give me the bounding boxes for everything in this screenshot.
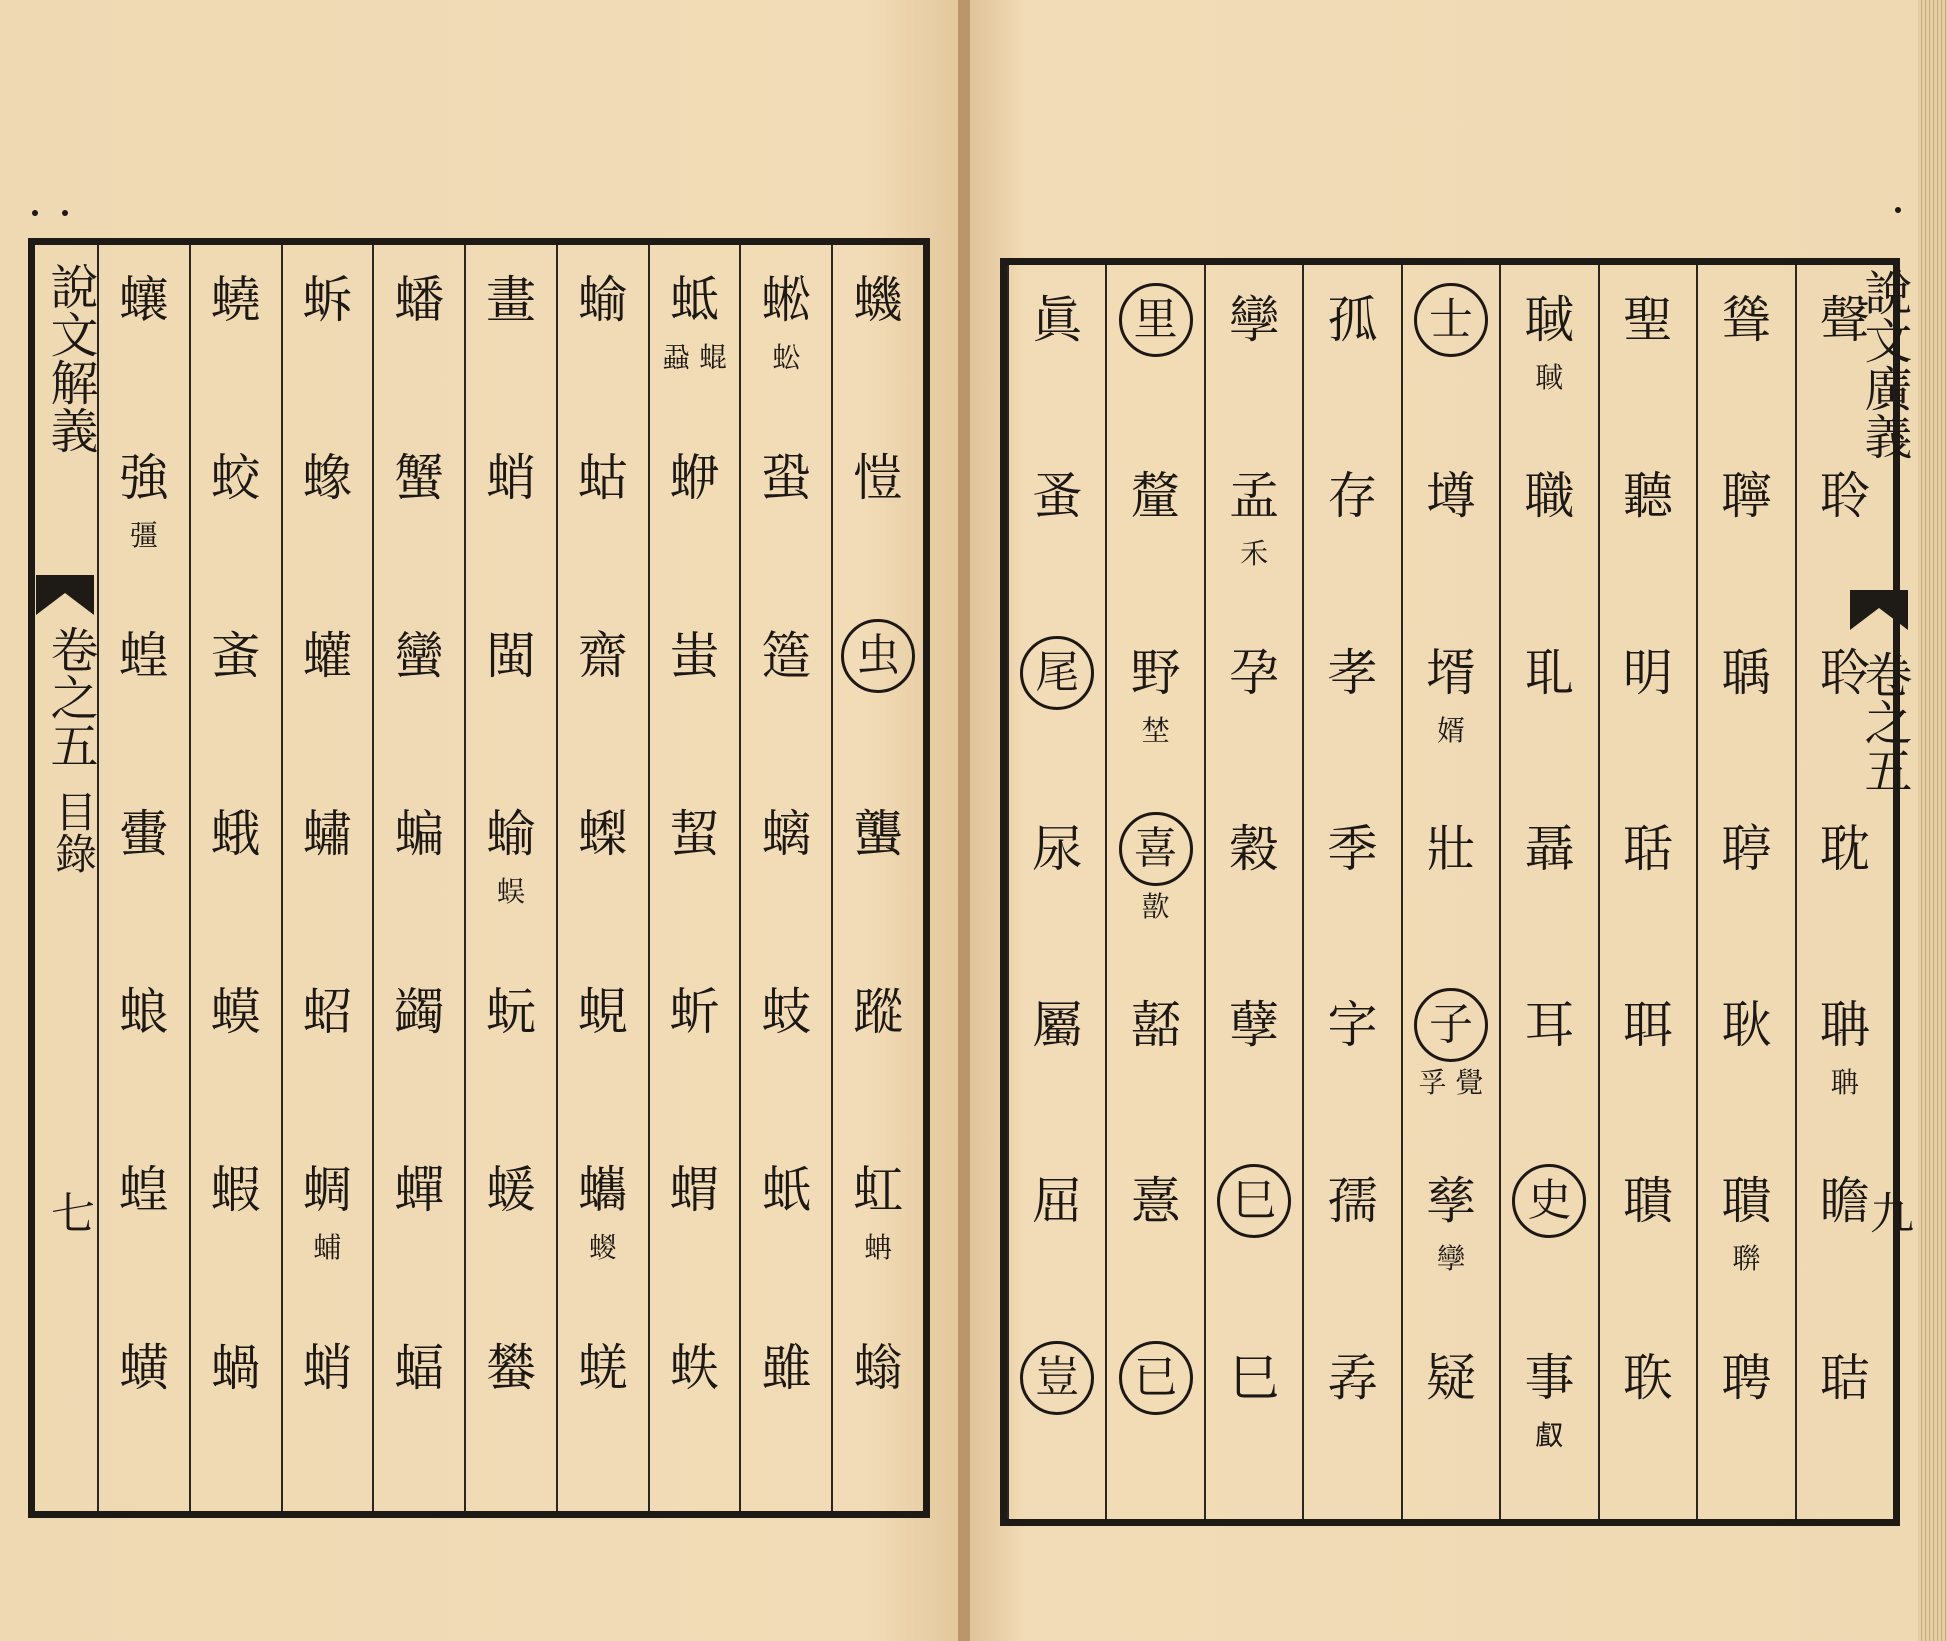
glyph-cell: 虫 (833, 611, 923, 701)
glyph-cell: 子 (1403, 980, 1499, 1070)
glyph-cell: 蝓 (485, 805, 536, 863)
glyph-cell: 蟥 (118, 1339, 169, 1397)
glyph-cell: 嚭 (1130, 996, 1181, 1055)
text-column (189, 245, 281, 1511)
left-margin-volume: 卷之五 (42, 625, 98, 769)
glyph-cell: 聒 (1622, 819, 1673, 878)
glyph-cell: 蠪 (853, 805, 904, 863)
glyph-cell: 蟣 (853, 271, 904, 329)
text-column (281, 245, 373, 1511)
glyph-cell: 蛜 (669, 449, 720, 507)
glyph-cell: 蝗 (118, 1161, 169, 1219)
glyph-cell: 孝 (1327, 643, 1378, 702)
glyph-cell: 蚑 (761, 983, 812, 1041)
glyph-cell: 聃 (1819, 996, 1870, 1055)
glyph-cell: 孿 (1229, 291, 1280, 349)
glyph-cell: 已 (1107, 1333, 1203, 1423)
glyph-cell: 孤 (1327, 291, 1378, 349)
glyph-cell: 孟 (1229, 467, 1280, 526)
glyph-cell: 蚸 (302, 271, 353, 329)
glyph-cell: 愷 (853, 449, 904, 507)
glyph-cell: 聝 (1524, 291, 1575, 349)
right-margin-title: 說文廣義 (1856, 268, 1912, 460)
annotation-note: 歖 (1141, 889, 1170, 923)
glyph-cell: 螭 (761, 805, 812, 863)
glyph-cell: 蛟 (210, 449, 261, 507)
glyph-cell: 蠜 (485, 1339, 536, 1397)
left-margin-title: 說文解義 (42, 262, 98, 454)
margin-dot (1895, 207, 1901, 213)
glyph-cell: 耴 (1524, 643, 1575, 702)
glyph-cell: 蛪 (669, 805, 720, 863)
glyph-cell: 蝗 (118, 627, 169, 685)
glyph-cell: 釐 (1130, 467, 1181, 526)
annotation-note: 蚣 (772, 341, 801, 374)
glyph-cell: 蛾 (210, 805, 261, 863)
glyph-cell: 壿 (1425, 467, 1476, 526)
glyph-cell: 疑 (1425, 1348, 1476, 1407)
glyph-cell: 雖 (761, 1339, 812, 1397)
glyph-cell: 耿 (1721, 996, 1772, 1055)
glyph-cell: 蚳 (669, 271, 720, 329)
text-column (1105, 265, 1203, 1519)
glyph-cell: 蚖 (485, 983, 536, 1041)
glyph-cell: 瞻 (1819, 1172, 1870, 1231)
glyph-cell: 蟬 (394, 1161, 445, 1219)
glyph-cell: 聆 (1819, 643, 1870, 702)
annotation-note: 蜈 (496, 875, 525, 908)
glyph-cell: 蝓 (577, 271, 628, 329)
page-edges (1918, 0, 1947, 1641)
fish-tail-ornament (36, 575, 94, 615)
annotation-note: 埜 (1141, 713, 1170, 747)
text-column (1499, 265, 1597, 1519)
glyph-cell: 聤 (1721, 819, 1772, 878)
glyph-cell: 穀 (1229, 819, 1280, 878)
text-column (739, 245, 831, 1511)
annotation-note: 孚 覺 (1418, 1066, 1484, 1100)
glyph-cell: 職 (1524, 467, 1575, 526)
glyph-cell: 蠻 (394, 627, 445, 685)
glyph-cell: 孺 (1327, 1172, 1378, 1231)
text-column (648, 245, 740, 1511)
glyph-cell: 存 (1327, 467, 1378, 526)
annotation-note: 婿 (1436, 713, 1465, 747)
glyph-cell: 蛁 (302, 983, 353, 1041)
glyph-cell: 聽 (1622, 467, 1673, 526)
left-columns (97, 245, 923, 1511)
text-column (464, 245, 556, 1511)
text-column (1401, 265, 1499, 1519)
left-margin-section: 目錄 (49, 790, 98, 874)
glyph-cell: 閩 (485, 627, 536, 685)
text-column (1007, 265, 1105, 1519)
text-column (1302, 265, 1400, 1519)
glyph-cell: 蟰 (302, 805, 353, 863)
glyph-cell: 屬 (1032, 996, 1083, 1055)
text-column (1696, 265, 1794, 1519)
annotation-note: 禾 (1240, 537, 1269, 571)
annotation-note: 𠭯 (1535, 1418, 1564, 1452)
right-margin-volume: 卷之五 (1856, 650, 1912, 794)
glyph-cell: 季 (1327, 819, 1378, 878)
glyph-cell: 蝟 (669, 1161, 720, 1219)
glyph-cell: 喜 (1107, 804, 1203, 894)
glyph-cell: 屈 (1032, 1172, 1083, 1231)
glyph-cell: 事 (1524, 1348, 1575, 1407)
glyph-cell: 蚩 (669, 627, 720, 685)
glyph-cell: 野 (1130, 643, 1181, 702)
glyph-cell: 蛸 (302, 1339, 353, 1397)
glyph-cell: 蜆 (577, 983, 628, 1041)
annotation-note: 聨 (1732, 1242, 1761, 1276)
glyph-cell: 蟗 (118, 805, 169, 863)
text-column (831, 245, 923, 1511)
text-column (97, 245, 189, 1511)
glyph-cell: 聹 (1721, 467, 1772, 526)
glyph-cell: 蟠 (394, 271, 445, 329)
glyph-cell: 眞 (1032, 291, 1083, 349)
glyph-cell: 蛸 (485, 449, 536, 507)
glyph-cell: 聲 (1819, 291, 1870, 349)
glyph-cell: 明 (1622, 643, 1673, 702)
annotation-note: 蝬 (588, 1231, 617, 1264)
glyph-cell: 聶 (1524, 819, 1575, 878)
annotation-note: 蚺 (864, 1231, 893, 1264)
annotation-note: 蜅 (313, 1231, 342, 1264)
glyph-cell: 巳 (1229, 1348, 1280, 1407)
glyph-cell: 史 (1501, 1156, 1597, 1246)
glyph-cell: 蜋 (118, 983, 169, 1041)
glyph-cell: 聑 (1622, 996, 1673, 1055)
text-column (1204, 265, 1302, 1519)
glyph-cell: 簉 (761, 627, 812, 685)
glyph-cell: 蚔 (761, 1161, 812, 1219)
glyph-cell: 蠲 (394, 983, 445, 1041)
right-leaf-number: 九 (1862, 1190, 1913, 1234)
glyph-cell: 聅 (1622, 1348, 1673, 1407)
glyph-cell: 畫 (485, 271, 536, 329)
glyph-cell: 蚤 (1032, 467, 1083, 526)
glyph-cell: 蝠 (394, 1339, 445, 1397)
text-column (1598, 265, 1696, 1519)
glyph-cell: 尾 (1009, 628, 1105, 718)
glyph-cell: 蚚 (669, 983, 720, 1041)
annotation-note: 聝 (1535, 361, 1564, 394)
glyph-cell: 耳 (1524, 996, 1575, 1055)
annotation-note: 蝨 蜫 (662, 341, 727, 374)
glyph-cell: 孕 (1229, 643, 1280, 702)
glyph-cell: 蜣 (577, 1339, 628, 1397)
annotation-note: 彊 (129, 519, 158, 552)
glyph-cell: 聘 (1721, 1348, 1772, 1407)
glyph-cell: 蟆 (210, 983, 261, 1041)
glyph-cell: 蛈 (669, 1339, 720, 1397)
text-column (556, 245, 648, 1511)
glyph-cell: 孳 (1425, 1172, 1476, 1231)
margin-dot (62, 210, 68, 216)
glyph-cell: 孽 (1229, 996, 1280, 1055)
glyph-cell: 字 (1327, 996, 1378, 1055)
glyph-cell: 蠵 (577, 1161, 628, 1219)
glyph-cell: 聳 (1721, 291, 1772, 349)
glyph-cell: 巳 (1206, 1156, 1302, 1246)
glyph-cell: 蜩 (302, 1161, 353, 1219)
glyph-cell: 里 (1107, 275, 1203, 365)
fish-tail-ornament (1850, 590, 1908, 630)
glyph-cell: 蹤 (853, 983, 904, 1041)
glyph-cell: 聥 (1721, 643, 1772, 702)
glyph-cell: 蟍 (577, 805, 628, 863)
glyph-cell: 蝸 (210, 1339, 261, 1397)
glyph-cell: 聵 (1721, 1172, 1772, 1231)
left-text-frame (28, 238, 930, 1518)
glyph-cell: 蠰 (118, 271, 169, 329)
glyph-cell: 蠸 (302, 627, 353, 685)
glyph-cell: 蟯 (210, 271, 261, 329)
glyph-cell: 蝯 (485, 1161, 536, 1219)
glyph-cell: 螉 (853, 1339, 904, 1397)
glyph-cell: 蟓 (302, 449, 353, 507)
glyph-cell: 聖 (1622, 291, 1673, 349)
glyph-cell: 壯 (1425, 819, 1476, 878)
glyph-cell: 聵 (1622, 1172, 1673, 1231)
margin-dot (32, 210, 38, 216)
right-text-frame (1000, 258, 1900, 1526)
glyph-cell: 蛄 (577, 449, 628, 507)
glyph-cell: 聐 (1819, 1348, 1870, 1407)
glyph-cell: 蚉 (210, 627, 261, 685)
glyph-cell: 壻 (1425, 643, 1476, 702)
right-columns (1007, 265, 1893, 1519)
glyph-cell: 豈 (1009, 1333, 1105, 1423)
glyph-cell: 憙 (1130, 1172, 1181, 1231)
glyph-cell: 孨 (1327, 1348, 1378, 1407)
glyph-cell: 耽 (1819, 819, 1870, 878)
glyph-cell: 蟹 (394, 449, 445, 507)
annotation-note: 孿 (1436, 1242, 1465, 1276)
glyph-cell: 強 (118, 449, 169, 507)
glyph-cell: 蝙 (394, 805, 445, 863)
glyph-cell: 虹 (853, 1161, 904, 1219)
glyph-cell: 士 (1403, 275, 1499, 365)
left-leaf-number: 七 (43, 1190, 94, 1234)
glyph-cell: 蝦 (210, 1161, 261, 1219)
glyph-cell: 聆 (1819, 467, 1870, 526)
glyph-cell: 蜙 (761, 271, 812, 329)
text-column (372, 245, 464, 1511)
glyph-cell: 蛩 (761, 449, 812, 507)
glyph-cell: 尿 (1032, 819, 1083, 878)
annotation-note: 聃 (1830, 1066, 1859, 1100)
glyph-cell: 齋 (577, 627, 628, 685)
